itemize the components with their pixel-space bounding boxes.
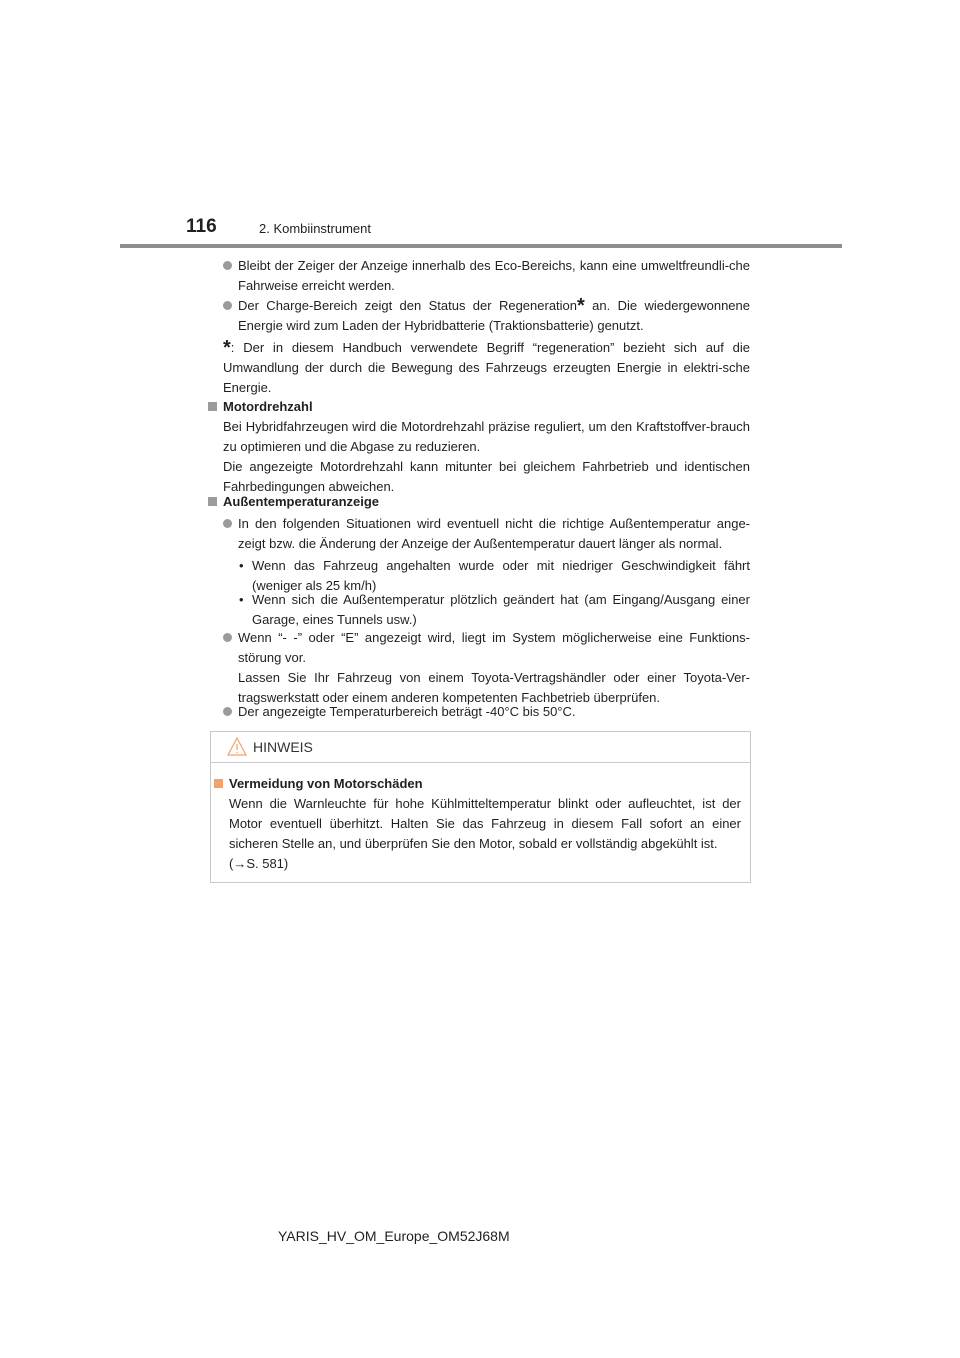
- motor-para-1: Bei Hybridfahrzeugen wird die Motordrehzahl präzise reguliert, um den Kraftstoffver-brauch zu optimieren und die Abgase zu reduzieren.: [223, 419, 750, 454]
- section-square: [208, 497, 217, 506]
- bullet-dot: [223, 633, 232, 642]
- bullet-charge-range: [238, 296, 750, 336]
- notice-text: Wenn die Warnleuchte für hohe Kühlmitteltemperatur blinkt oder aufleuchtet, ist der Motor eventuell überhitzt. Halten Sie das Fahrzeug in diesem Fall sofort an einer sicheren Stelle an, und überprüfen Sie den Motor, sobald er vollständig abgekühlt ist.: [229, 796, 741, 851]
- temp-bullet-2-text-b: Lassen Sie Ihr Fahrzeug von einem Toyota-Vertragshändler oder einer Toyota-Ver-tragswerkstatt oder einem anderen kompetenten Fachbetrieb überprüfen.: [238, 670, 750, 705]
- notice-square: [214, 779, 223, 788]
- bullet-charge-text: Der Charge-Bereich zeigt den Status der Regeneration: [238, 298, 578, 313]
- section-square: [208, 402, 217, 411]
- page-number: 116: [186, 216, 217, 237]
- temp-bullet-2-text-a: Wenn “- -” oder “E” angezeigt wird, liegt im System möglicherweise eine Funktions-störung vor.: [238, 630, 750, 665]
- footnote: [223, 338, 750, 398]
- bullet-eco-text: Bleibt der Zeiger der Anzeige innerhalb des Eco-Bereichs, kann eine umweltfreundli-che Fahrweise erreicht werden.: [238, 258, 750, 293]
- notice-heading: Vermeidung von Motorschäden: [229, 776, 423, 791]
- footnote-star: *: [577, 295, 585, 317]
- temp-bullet-1: [238, 514, 750, 554]
- notice-content: [229, 774, 741, 874]
- header-rule: [120, 244, 842, 248]
- section-motor: [223, 397, 750, 497]
- temp-sub-1-text: Wenn das Fahrzeug angehalten wurde oder mit niedriger Geschwindigkeit fährt (weniger als 25 km/h): [252, 558, 750, 593]
- temp-sub-2: • Wenn sich die Außentemperatur plötzlich geändert hat (am Eingang/Ausgang einer Garage, eines Tunnels usw.): [239, 592, 750, 627]
- notice-header: [211, 732, 750, 763]
- footer: YARIS_HV_OM_Europe_OM52J68M: [278, 1228, 510, 1244]
- temp-sub-1: • Wenn das Fahrzeug angehalten wurde oder mit niedriger Geschwindigkeit fährt (weniger als 25 km/h): [239, 558, 750, 593]
- bullet-dot: [223, 519, 232, 528]
- temp-bullet-3-text: Der angezeigte Temperaturbereich beträgt -40°C bis 50°C.: [238, 704, 576, 719]
- footnote-star: *: [223, 337, 231, 359]
- notice-title: HINWEIS: [253, 739, 313, 755]
- bullet-dot: [223, 301, 232, 310]
- temp-bullet-3: [238, 702, 750, 722]
- temp-bullet-1-text: In den folgenden Situationen wird eventuell nicht die richtige Außentemperatur ange-zeigt bzw. die Änderung der Anzeige der Außentemperatur dauert länger als normal.: [238, 516, 750, 551]
- temp-heading-row: [223, 492, 750, 512]
- bullet-dot: [223, 261, 232, 270]
- temp-heading: Außentemperaturanzeige: [223, 494, 380, 509]
- warning-icon: [227, 737, 247, 756]
- footnote-text: : Der in diesem Handbuch verwendete Begriff “regeneration” bezieht sich auf die Umwandlung der durch die Bewegung des Fahrzeugs erzeugten Energie in elektri-sche Energie.: [223, 340, 750, 395]
- bullet-eco-range: [238, 256, 750, 296]
- temp-bullet-2: [238, 628, 750, 708]
- motor-para-2: Die angezeigte Motordrehzahl kann mitunter bei gleichem Fahrbetrieb und identischen Fahrbedingungen abweichen.: [223, 459, 750, 494]
- notice-box: [210, 731, 751, 883]
- motor-heading: Motordrehzahl: [223, 399, 313, 414]
- bullet-charge-text-cont: an. Die wiedergewonnene Energie wird zum Laden der Hybridbatterie (Traktionsbatterie) genutzt.: [238, 298, 750, 333]
- section-title: 2. Kombiinstrument: [259, 221, 371, 236]
- notice-ref: (→S. 581): [229, 856, 289, 871]
- bullet-dot: [223, 707, 232, 716]
- temp-sub-2-text: Wenn sich die Außentemperatur plötzlich geändert hat (am Eingang/Ausgang einer Garage, eines Tunnels usw.): [252, 592, 750, 627]
